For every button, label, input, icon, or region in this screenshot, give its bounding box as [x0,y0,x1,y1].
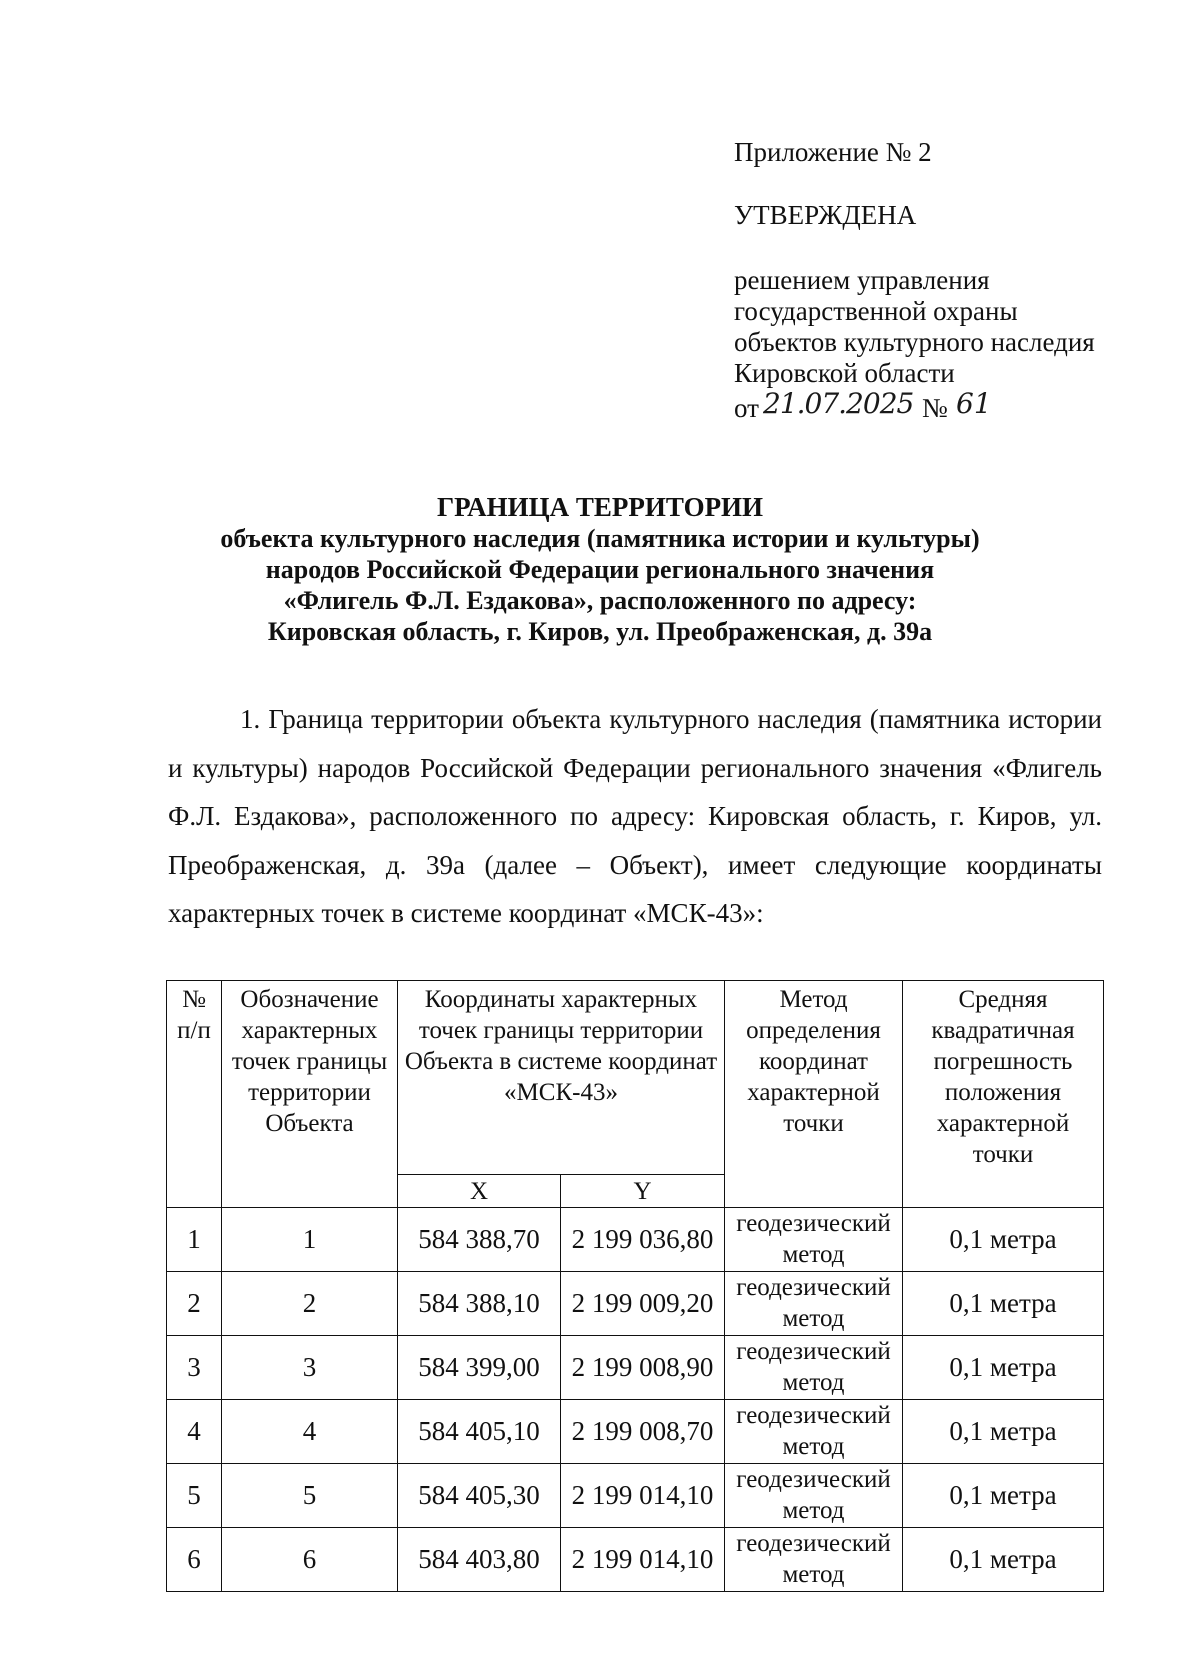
handwritten-number: 61 [956,387,992,420]
table-row [167,1336,1104,1400]
heading-title: ГРАНИЦА ТЕРРИТОРИИ [436,492,764,522]
header-designation: Обозначение характерных точек границы территории Объекта [222,981,398,1208]
decision-line: объектов культурного наследия [734,327,1095,357]
heading-line: народов Российской Федерации регионального значения [265,555,935,584]
cell-y: 2 199 008,90 [561,1336,725,1400]
coordinates-table [166,980,1104,1592]
decision-date-line [734,387,1034,429]
date-prefix: от [734,393,759,423]
annex-number: Приложение № 2 [734,137,932,167]
cell-x: 584 388,70 [398,1208,561,1272]
cell-num: 1 [167,1208,222,1272]
cell-num: 5 [167,1464,222,1528]
heading-line: «Флигель Ф.Л. Ездакова», расположенного по адресу: [283,586,917,615]
cell-y: 2 199 009,20 [561,1272,725,1336]
header-error: Средняя квадратичная погрешность положения характерной точки [903,981,1104,1208]
cell-method: геодезический метод [725,1400,903,1464]
cell-point: 6 [222,1528,398,1592]
cell-y: 2 199 036,80 [561,1208,725,1272]
header-num: № п/п [167,981,222,1208]
cell-num: 2 [167,1272,222,1336]
table-row [167,1464,1104,1528]
table-row [167,1272,1104,1336]
cell-point: 4 [222,1400,398,1464]
cell-x: 584 405,30 [398,1464,561,1528]
cell-error: 0,1 метра [903,1272,1104,1336]
cell-x: 584 388,10 [398,1272,561,1336]
cell-error: 0,1 метра [903,1528,1104,1592]
body-section [168,695,1102,938]
cell-num: 3 [167,1336,222,1400]
cell-method: геодезический метод [725,1464,903,1528]
cell-error: 0,1 метра [903,1400,1104,1464]
cell-num: 4 [167,1400,222,1464]
table-row [167,1528,1104,1592]
decision-line: государственной охраны [734,296,1018,326]
handwritten-date: 21.07.2025 [763,387,914,420]
table-row [167,1208,1104,1272]
cell-method: геодезический метод [725,1336,903,1400]
cell-point: 5 [222,1464,398,1528]
cell-error: 0,1 метра [903,1336,1104,1400]
cell-y: 2 199 014,10 [561,1464,725,1528]
heading-line: объекта культурного наследия (памятника истории и культуры) [220,524,980,553]
cell-x: 584 403,80 [398,1528,561,1592]
number-label: № [922,393,948,423]
cell-x: 584 405,10 [398,1400,561,1464]
document-heading [140,492,1060,647]
heading-line: Кировская область, г. Киров, ул. Преображенская, д. 39а [267,617,933,646]
decision-line: решением управления [734,265,990,295]
cell-x: 584 399,00 [398,1336,561,1400]
cell-error: 0,1 метра [903,1464,1104,1528]
header-method: Метод определения координат характерной точки [725,981,903,1208]
header-y: Y [561,1175,725,1208]
cell-point: 1 [222,1208,398,1272]
cell-y: 2 199 014,10 [561,1528,725,1592]
cell-method: геодезический метод [725,1528,903,1592]
cell-method: геодезический метод [725,1272,903,1336]
cell-num: 6 [167,1528,222,1592]
body-paragraph: 1. Граница территории объекта культурного наследия (памятника истории и культуры) народов Российской Федерации регионального значения «Флигель Ф.Л. Ездакова», расположенного по адресу: Кировская область, г. Киров, ул. Преображенская, д. 39а (далее – Объект), имеет следующие координаты характерных точек в системе координат «МСК-43»: [168,704,1102,928]
cell-y: 2 199 008,70 [561,1400,725,1464]
cell-error: 0,1 метра [903,1208,1104,1272]
cell-point: 3 [222,1336,398,1400]
header-x: X [398,1175,561,1208]
approved-label: УТВЕРЖДЕНА [734,200,917,230]
decision-block [734,265,1154,389]
cell-point: 2 [222,1272,398,1336]
table-row [167,1400,1104,1464]
header-coordinates: Координаты характерных точек границы территории Объекта в системе координат «МСК-43» [398,981,725,1175]
cell-method: геодезический метод [725,1208,903,1272]
decision-line: Кировской области [734,358,955,388]
